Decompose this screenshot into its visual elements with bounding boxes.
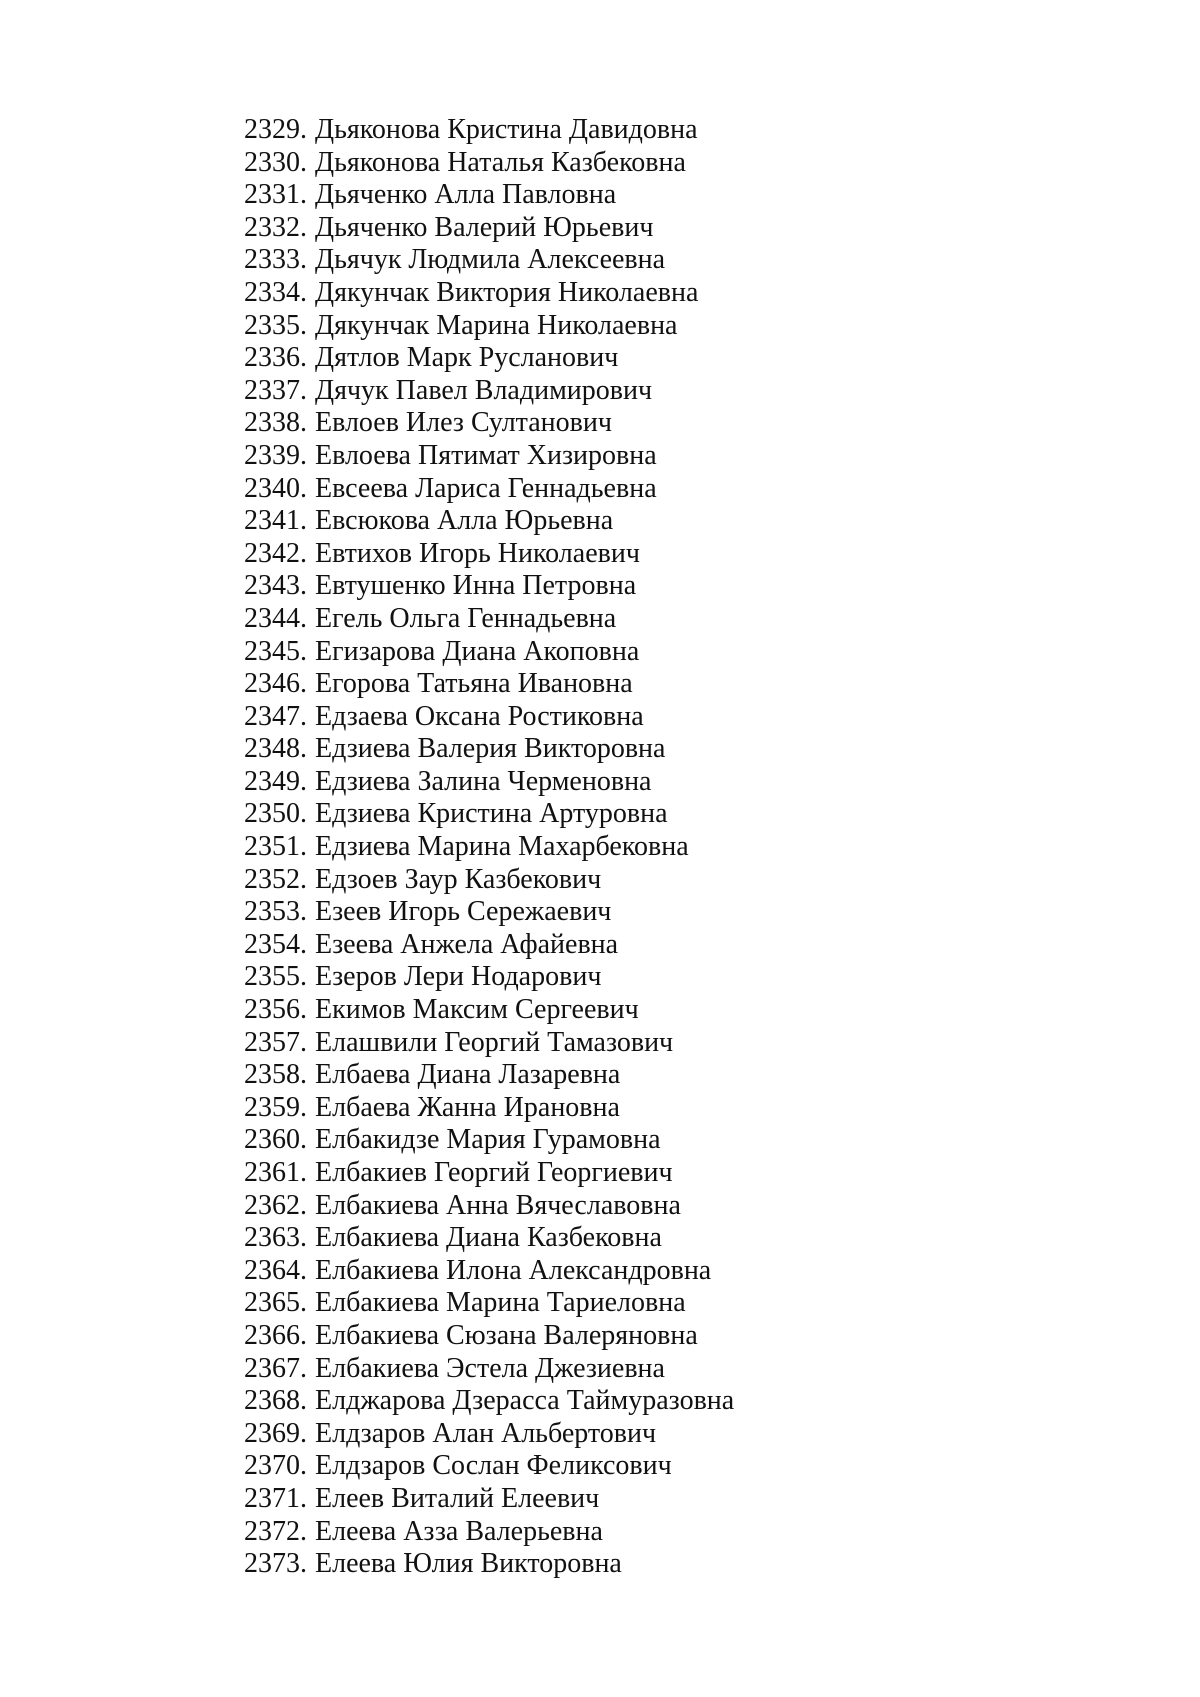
- list-item: [244, 668, 734, 701]
- entry-name: Елбакиева Анна Вячеславовна: [315, 1189, 681, 1221]
- entry-number: 2358.: [244, 1059, 307, 1091]
- entry-number: 2367.: [244, 1352, 307, 1384]
- entry-name: Елеева Юлия Викторовна: [315, 1548, 622, 1580]
- list-item: [244, 244, 734, 277]
- entry-name: Евтихов Игорь Николаевич: [315, 537, 640, 569]
- list-item: [244, 473, 734, 506]
- list-item: [244, 1385, 734, 1418]
- entry-number: 2359.: [244, 1091, 307, 1123]
- entry-number: 2331.: [244, 179, 307, 211]
- entry-number: 2354.: [244, 928, 307, 960]
- list-item: [244, 929, 734, 962]
- list-item: [244, 505, 734, 538]
- entry-number: 2338.: [244, 407, 307, 439]
- entry-name: Евсеева Лариса Геннадьевна: [315, 472, 657, 504]
- list-item: [244, 1255, 734, 1288]
- entry-name: Елашвили Георгий Тамазович: [315, 1026, 674, 1058]
- list-item: [244, 212, 734, 245]
- entry-name: Елбакиева Диана Казбековна: [315, 1222, 662, 1254]
- list-item: [244, 798, 734, 831]
- entry-name: Егель Ольга Геннадьевна: [315, 602, 617, 634]
- entry-name: Дячук Павел Владимирович: [315, 374, 653, 406]
- entry-name: Евтушенко Инна Петровна: [315, 570, 637, 602]
- entry-name: Елбакиева Илона Александровна: [315, 1254, 712, 1286]
- entry-name: Елбаева Жанна Ирановна: [315, 1091, 620, 1123]
- list-item: [244, 766, 734, 799]
- entry-number: 2347.: [244, 700, 307, 732]
- entry-number: 2340.: [244, 472, 307, 504]
- entry-name: Дьяконова Кристина Давидовна: [315, 114, 698, 145]
- entry-number: 2362.: [244, 1189, 307, 1221]
- entry-number: 2353.: [244, 896, 307, 928]
- entry-name: Едзиева Кристина Артуровна: [315, 798, 668, 830]
- entry-name: Езеева Анжела Афайевна: [315, 928, 619, 960]
- entry-number: 2369.: [244, 1417, 307, 1449]
- entry-name: Едзиева Марина Махарбековна: [315, 831, 689, 863]
- list-item: [244, 147, 734, 180]
- entry-name: Евлоев Илез Султанович: [315, 407, 612, 439]
- list-item: [244, 1548, 734, 1581]
- entry-name: Дякунчак Марина Николаевна: [315, 309, 678, 341]
- entry-name: Елеева Азза Валерьевна: [315, 1515, 603, 1547]
- entry-name: Егорова Татьяна Ивановна: [315, 668, 633, 700]
- entry-number: 2342.: [244, 537, 307, 569]
- entry-number: 2330.: [244, 146, 307, 178]
- entry-number: 2346.: [244, 668, 307, 700]
- list-item: [244, 179, 734, 212]
- entry-name: Елеев Виталий Елеевич: [315, 1482, 600, 1514]
- entry-number: 2365.: [244, 1287, 307, 1319]
- entry-name: Елбаева Диана Лазаревна: [315, 1059, 621, 1091]
- entry-name: Дьячук Людмила Алексеевна: [315, 244, 666, 276]
- entry-number: 2345.: [244, 635, 307, 667]
- entry-name: Дьяконова Наталья Казбековна: [315, 146, 686, 178]
- list-item: [244, 733, 734, 766]
- list-item: [244, 570, 734, 603]
- list-item: [244, 1483, 734, 1516]
- entry-name: Егизарова Диана Акоповна: [315, 635, 640, 667]
- list-item: [244, 961, 734, 994]
- entry-number: 2370.: [244, 1450, 307, 1482]
- list-item: [244, 538, 734, 571]
- entry-number: 2343.: [244, 570, 307, 602]
- entry-number: 2371.: [244, 1482, 307, 1514]
- entry-number: 2335.: [244, 309, 307, 341]
- entry-name: Езеров Лери Нодарович: [315, 961, 602, 993]
- entry-name: Елбакиева Сюзана Валеряновна: [315, 1319, 698, 1351]
- list-item: [244, 1287, 734, 1320]
- entry-number: 2361.: [244, 1157, 307, 1188]
- entry-name: Едзоев Заур Казбекович: [315, 863, 602, 895]
- entry-number: 2350.: [244, 798, 307, 830]
- list-item: [244, 603, 734, 636]
- list-item: [244, 1124, 734, 1157]
- entry-name: Евсюкова Алла Юрьевна: [315, 505, 614, 537]
- list-item: [244, 1418, 734, 1451]
- entry-number: 2341.: [244, 505, 307, 537]
- entry-name: Евлоева Пятимат Хизировна: [315, 439, 657, 471]
- entry-name: Едзаева Оксана Ростиковна: [315, 700, 644, 732]
- entry-number: 2329.: [244, 114, 307, 145]
- list-item: [244, 375, 734, 408]
- entry-name: Едзиева Валерия Викторовна: [315, 733, 666, 765]
- list-item: [244, 701, 734, 734]
- entry-name: Елбакиева Марина Тариеловна: [315, 1287, 686, 1319]
- entry-number: 2355.: [244, 961, 307, 993]
- list-item: [244, 440, 734, 473]
- list-item: [244, 1059, 734, 1092]
- list-item: [244, 994, 734, 1027]
- entry-name: Дьяченко Алла Павловна: [315, 179, 617, 211]
- entry-name: Дьяченко Валерий Юрьевич: [315, 211, 654, 243]
- list-item: [244, 1450, 734, 1483]
- list-item: [244, 1222, 734, 1255]
- entry-name: Елбакиев Георгий Георгиевич: [315, 1157, 673, 1188]
- entry-name: Едзиева Залина Черменовна: [315, 765, 652, 797]
- entry-number: 2349.: [244, 765, 307, 797]
- list-item: [244, 407, 734, 440]
- entry-name: Елбакиева Эстела Джезиевна: [315, 1352, 665, 1384]
- list-item: [244, 1092, 734, 1125]
- entry-name: Елдзаров Сослан Феликсович: [315, 1450, 672, 1482]
- entry-number: 2336.: [244, 342, 307, 374]
- entry-number: 2372.: [244, 1515, 307, 1547]
- list-item: [244, 636, 734, 669]
- entry-number: 2348.: [244, 733, 307, 765]
- entry-number: 2368.: [244, 1385, 307, 1417]
- list-item: [244, 1320, 734, 1353]
- entry-number: 2352.: [244, 863, 307, 895]
- entry-number: 2373.: [244, 1548, 307, 1580]
- entry-name: Елджарова Дзерасса Таймуразовна: [315, 1385, 735, 1417]
- entry-number: 2333.: [244, 244, 307, 276]
- list-item: [244, 114, 734, 147]
- list-item: [244, 831, 734, 864]
- entry-name: Екимов Максим Сергеевич: [315, 994, 639, 1026]
- entry-name: Елдзаров Алан Альбертович: [315, 1417, 657, 1449]
- list-item: [244, 1190, 734, 1223]
- entry-number: 2357.: [244, 1026, 307, 1058]
- entry-name: Елбакидзе Мария Гурамовна: [315, 1124, 661, 1156]
- list-item: [244, 1516, 734, 1549]
- name-list: [244, 114, 734, 1581]
- entry-number: 2363.: [244, 1222, 307, 1254]
- list-item: [244, 1027, 734, 1060]
- entry-number: 2356.: [244, 994, 307, 1026]
- entry-number: 2344.: [244, 602, 307, 634]
- entry-number: 2332.: [244, 211, 307, 243]
- entry-name: Дятлов Марк Русланович: [315, 342, 619, 374]
- entry-number: 2366.: [244, 1319, 307, 1351]
- list-item: [244, 342, 734, 375]
- list-item: [244, 277, 734, 310]
- list-item: [244, 896, 734, 929]
- list-item: [244, 310, 734, 343]
- list-item: [244, 864, 734, 897]
- list-item: [244, 1353, 734, 1386]
- entry-number: 2360.: [244, 1124, 307, 1156]
- entry-name: Езеев Игорь Сережаевич: [315, 896, 612, 928]
- entry-number: 2351.: [244, 831, 307, 863]
- entry-number: 2339.: [244, 439, 307, 471]
- entry-number: 2334.: [244, 276, 307, 308]
- entry-number: 2337.: [244, 374, 307, 406]
- entry-number: 2364.: [244, 1254, 307, 1286]
- entry-name: Дякунчак Виктория Николаевна: [315, 276, 699, 308]
- list-item: [244, 1157, 734, 1190]
